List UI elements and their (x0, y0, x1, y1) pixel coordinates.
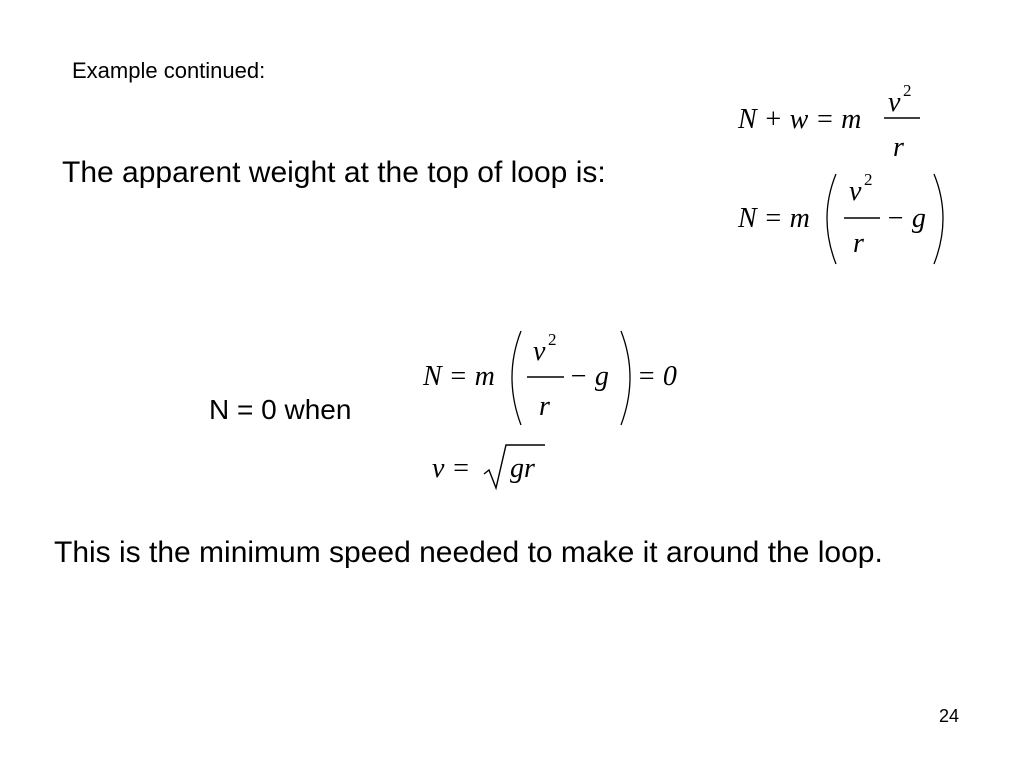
eq3-tail: − g (569, 361, 609, 392)
eq3-lhs: N = m (423, 361, 495, 392)
eq2-denominator: r (853, 228, 864, 259)
eq3-left-paren (512, 331, 521, 425)
equation-minimum-speed (432, 440, 562, 500)
eq2-right-paren (934, 174, 943, 264)
equation-normal-force (738, 170, 958, 275)
eq2-numerator: v (849, 176, 862, 207)
eq2-left-paren (827, 174, 836, 264)
eq4-lhs: v = (432, 453, 471, 484)
eq2-lhs: N = m (738, 203, 810, 234)
eq1-exponent: 2 (903, 81, 912, 100)
conclusion-text: This is the minimum speed needed to make it around the loop. (54, 536, 883, 569)
equation-zero-normal-force (423, 327, 703, 437)
condition-label: N = 0 when (209, 394, 352, 425)
eq3-right-paren (621, 331, 630, 425)
apparent-weight-statement: The apparent weight at the top of loop is: (62, 156, 606, 189)
page-number: 24 (939, 706, 960, 726)
eq1-lhs: N + w = m (738, 104, 862, 135)
equation-net-force (738, 78, 928, 173)
slide-heading: Example continued: (72, 58, 266, 83)
eq1-numerator: v (888, 87, 901, 118)
eq4-radicand: gr (510, 453, 535, 484)
eq3-numerator: v (533, 336, 546, 367)
eq3-denominator: r (539, 391, 550, 422)
eq2-tail: − g (886, 203, 926, 234)
eq3-exponent: 2 (548, 330, 557, 349)
eq2-exponent: 2 (864, 170, 873, 189)
eq1-denominator: r (893, 132, 904, 163)
eq3-rhs: = 0 (637, 361, 677, 392)
